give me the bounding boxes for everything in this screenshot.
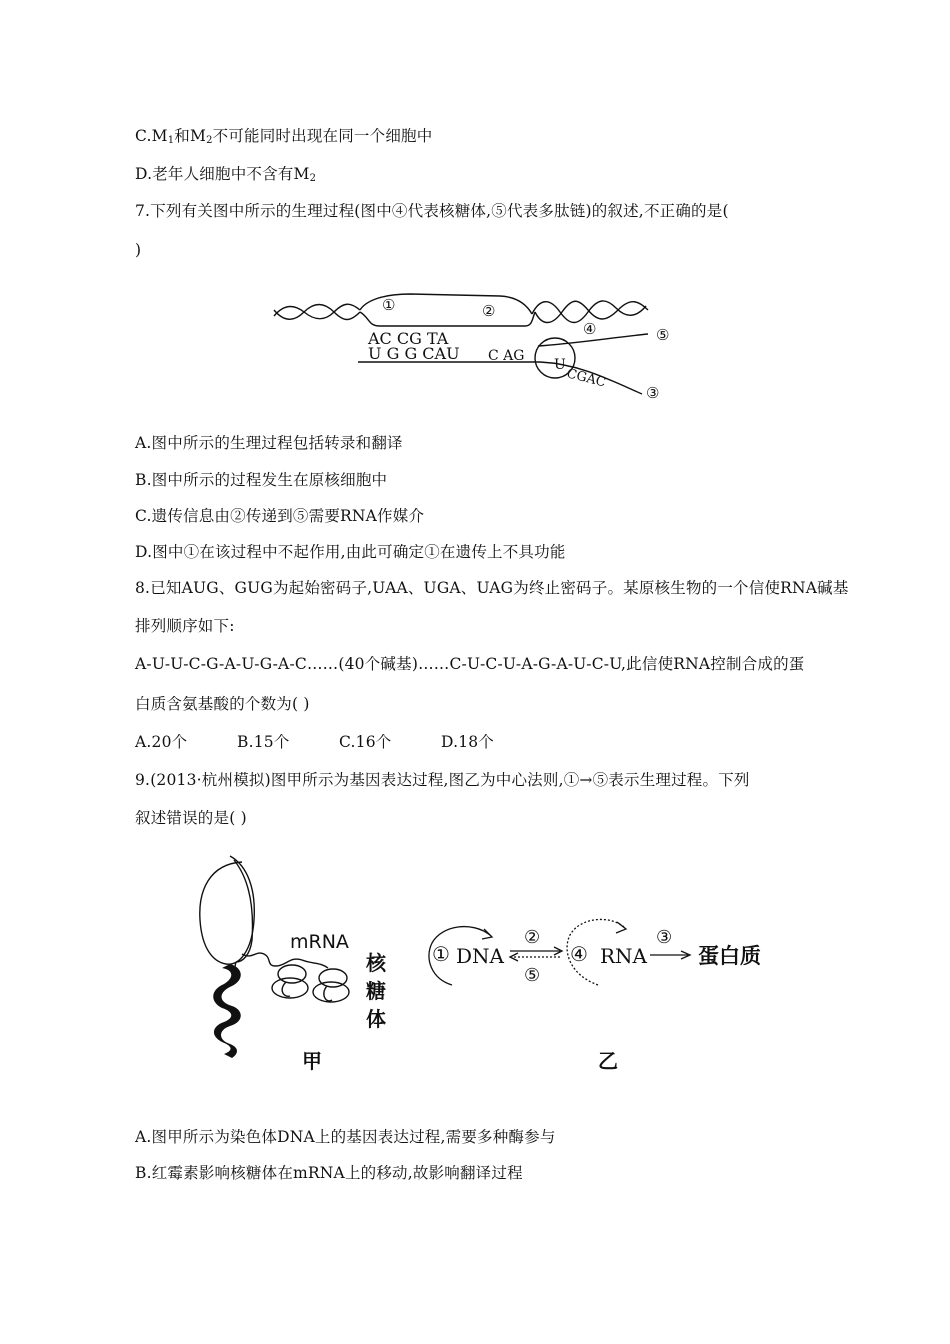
ribosome-2-base: [313, 982, 349, 1002]
q8-stem-line3: A-U-U-C-G-A-U-G-A-C……(40个碱基)……C-U-C-U-A-G-A-U-C-U,此信使RNA控制合成的蛋: [135, 655, 805, 673]
q8-option-b: B.15个: [237, 733, 290, 751]
q8-option-a: A.20个: [135, 733, 188, 751]
fig7-rna-sequence: U G G CAU: [368, 344, 460, 363]
gene-expression-diagram: [190, 850, 410, 1090]
q8-stem-line2: 排列顺序如下:: [135, 617, 235, 635]
dna-strand-left-a: [274, 304, 360, 319]
q6-option-c: $C.M_1$和$M_2$不可能同时出现在同一个细胞中: [135, 127, 433, 146]
fig9-ribosome-char-1: 核: [366, 951, 386, 975]
fig9-label-3: ③: [656, 927, 673, 948]
q7-option-b: B.图中所示的过程发生在原核细胞中: [135, 471, 388, 489]
q7-option-a: A.图中所示的生理过程包括转录和翻译: [135, 434, 403, 452]
q7-stem-line1: 7.下列有关图中所示的生理过程(图中④代表核糖体,⑤代表多肽链)的叙述,不正确的是(: [135, 202, 729, 220]
fig9-label-5: ⑤: [524, 965, 541, 986]
fig7-label-1: ①: [382, 296, 396, 314]
fig9-rna: RNA: [600, 944, 648, 968]
q9-stem-line2: 叙述错误的是( ): [135, 809, 247, 827]
fig7-rna-sequence-4: CGAC: [565, 366, 608, 391]
ribosome-1-base: [272, 978, 308, 998]
fig7-rna-sequence-2: C AG: [488, 348, 525, 364]
q7-stem-line2: ): [135, 241, 142, 259]
q9-option-a: A.图甲所示为染色体DNA上的基因表达过程,需要多种酶参与: [135, 1128, 556, 1146]
fig9-ribosome-char-2: 糖: [366, 979, 386, 1003]
fig9-ribosome-char-3: 体: [366, 1007, 386, 1031]
q8-option-c: C.16个: [339, 733, 392, 751]
dna-template-strand: [360, 312, 535, 326]
polypeptide-2: [324, 986, 332, 1001]
fig9-label-4: ④: [570, 942, 588, 966]
central-dogma-diagram: [420, 905, 780, 1075]
q8-option-d: D.18个: [441, 733, 495, 751]
fig7-label-4: ④: [583, 320, 597, 338]
fig7-label-5: ⑤: [656, 326, 670, 344]
fig7-rna-sequence-3: U: [554, 357, 566, 373]
rna-replication-arrowhead: [616, 922, 626, 933]
transcription-translation-diagram: [270, 282, 690, 412]
chromosome-coil: [213, 964, 241, 1058]
q6-option-d: D.老年人细胞中不含有$M_2$: [135, 165, 317, 184]
polypeptide-1: [282, 982, 290, 996]
dna-loop-inner: [234, 860, 252, 962]
fig7-dna-sequence: AC CG TA: [368, 329, 449, 348]
q8-stem-line4: 白质含氨基酸的个数为( ): [135, 695, 310, 713]
q9-stem-line1: 9.(2013·杭州模拟)图甲所示为基因表达过程,图乙为中心法则,①→⑤表示生理过程。下列: [135, 771, 750, 789]
q7-option-c: C.遗传信息由②传递到⑤需要RNA作媒介: [135, 507, 425, 525]
fig9-mrna-label: mRNA: [290, 931, 349, 953]
q8-stem-line1: 8.已知AUG、GUG为起始密码子,UAA、UGA、UAG为终止密码子。某原核生物的一个信使RNA碱基: [135, 579, 849, 597]
fig7-label-3: ③: [646, 384, 660, 402]
fig7-label-2: ②: [482, 302, 496, 320]
q7-option-d: D.图中①在该过程中不起作用,由此可确定①在遗传上不具功能: [135, 543, 566, 561]
dna-loop: [200, 856, 255, 964]
q8-options: [135, 732, 543, 752]
fig9-caption-jia: 甲: [302, 1049, 322, 1073]
q9-option-b: B.红霉素影响核糖体在mRNA上的移动,故影响翻译过程: [135, 1164, 523, 1182]
fig9-dna: DNA: [456, 944, 504, 968]
fig9-protein: 蛋白质: [698, 943, 761, 968]
fig9-label-1: ①: [432, 942, 450, 966]
fig9-caption-yi: 乙: [598, 1049, 618, 1073]
fig9-label-2: ②: [524, 927, 541, 948]
